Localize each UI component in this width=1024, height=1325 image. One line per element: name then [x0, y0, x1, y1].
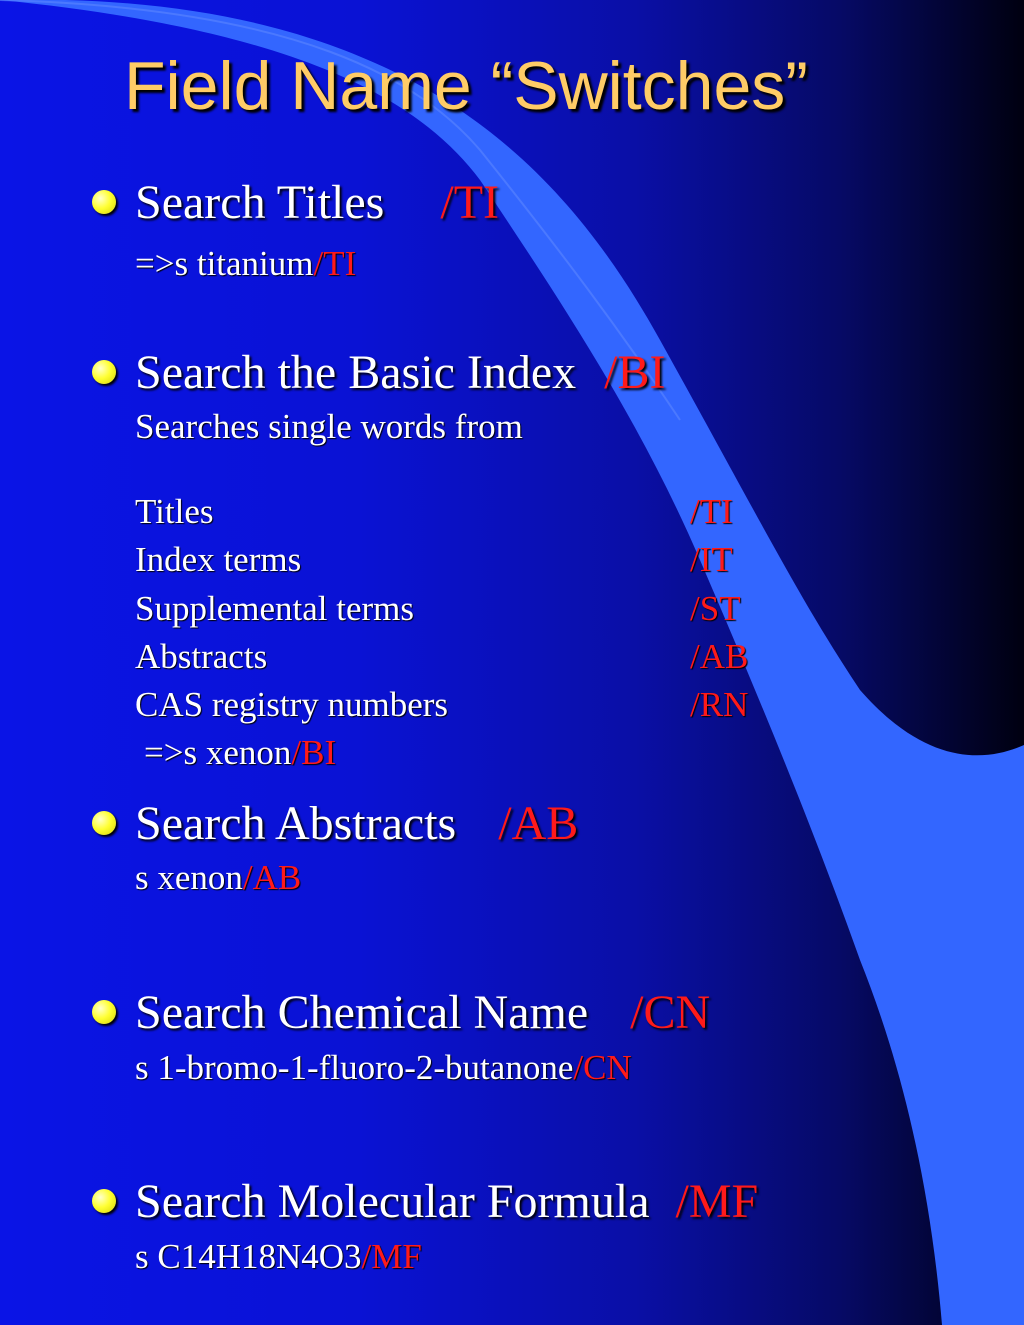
example-command: =>s titanium — [135, 244, 314, 283]
example-code: /BI — [291, 733, 337, 772]
example-search-abstracts — [135, 858, 301, 898]
example-search-titles — [135, 244, 356, 284]
bullet-search-chemical-name — [92, 985, 710, 1039]
bullet-search-basic-index — [92, 345, 666, 399]
field-code: /MF — [675, 1174, 759, 1228]
bullet-dot-icon — [92, 360, 116, 384]
bullet-search-titles — [92, 175, 499, 229]
bullet-dot-icon — [92, 190, 116, 214]
field-code: /IT — [690, 540, 733, 579]
field-code: /RN — [690, 685, 749, 724]
example-code: /MF — [361, 1237, 422, 1276]
bullet-label: Search Molecular Formula — [135, 1174, 650, 1228]
bullet-search-molecular-formula — [92, 1174, 758, 1228]
field-code: /TI — [690, 492, 733, 531]
field-name: Index terms — [135, 540, 302, 579]
example-code: /TI — [313, 244, 357, 283]
field-code: /ST — [690, 589, 741, 628]
example-command: s xenon — [135, 858, 243, 897]
field-name: CAS registry numbers — [135, 685, 449, 724]
example-command: s C14H18N4O3 — [135, 1237, 362, 1276]
example-search-chemical-name — [135, 1048, 632, 1088]
basic-index-description: Searches single words from — [135, 407, 523, 446]
bullet-label: Search Abstracts — [135, 796, 457, 850]
example-command: =>s xenon — [144, 733, 292, 772]
example-search-molecular-formula — [135, 1237, 422, 1277]
bullet-label: Search the Basic Index — [135, 345, 577, 399]
example-search-basic-index — [144, 733, 336, 773]
field-name: Titles — [135, 492, 214, 531]
field-code: /CN — [630, 985, 711, 1039]
bullet-label: Search Titles — [135, 175, 385, 229]
slide-title: Field Name “Switches” — [124, 48, 808, 124]
bullet-dot-icon — [92, 1189, 116, 1213]
bullet-dot-icon — [92, 1000, 116, 1024]
bullet-label: Search Chemical Name — [135, 985, 589, 1039]
field-code: /BI — [604, 345, 666, 399]
field-code: /AB — [690, 637, 749, 676]
field-name: Supplemental terms — [135, 589, 414, 628]
example-command: s 1-bromo-1-fluoro-2-butanone — [135, 1048, 574, 1087]
bullet-search-abstracts — [92, 796, 578, 850]
example-code: /AB — [242, 858, 302, 897]
field-code: /TI — [440, 175, 499, 229]
example-code: /CN — [573, 1048, 632, 1087]
field-name: Abstracts — [135, 637, 268, 676]
field-code: /AB — [498, 796, 579, 850]
bullet-dot-icon — [92, 811, 116, 835]
